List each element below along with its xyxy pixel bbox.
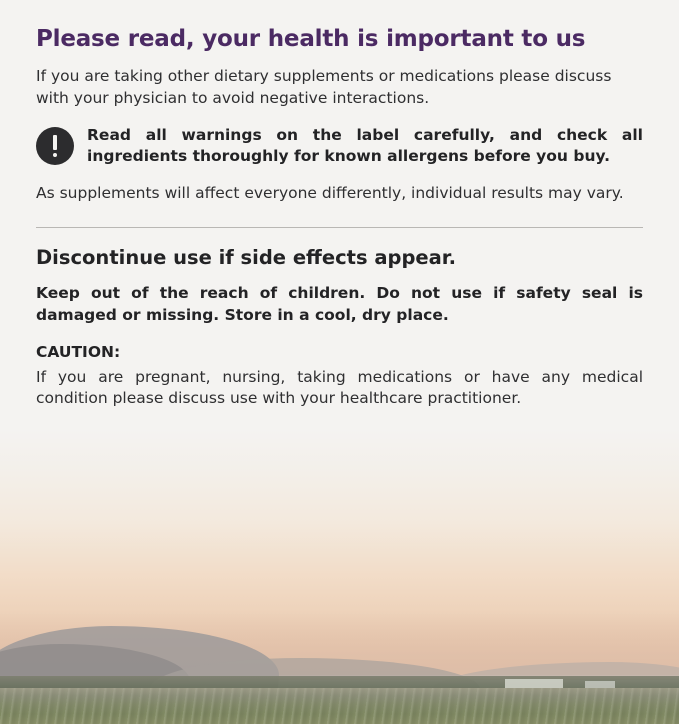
- crop-field: [0, 688, 679, 724]
- results-vary-paragraph: As supplements will affect everyone differently, individual results may vary.: [36, 184, 624, 203]
- farm-field-photo: [0, 430, 679, 724]
- intro-paragraph: If you are taking other dietary supplements or medications please discuss with your physician to avoid negative interactions.: [36, 67, 612, 107]
- warning-callout-text: Read all warnings on the label carefully, and check all ingredients thoroughly for known allergens before you buy.: [87, 126, 643, 166]
- page-title: Please read, your health is important to us: [36, 26, 586, 52]
- farm-building-secondary-icon: [585, 681, 615, 688]
- warning-callout: [36, 125, 643, 167]
- caution-paragraph: If you are pregnant, nursing, taking medications or have any medical condition please discuss use with your healthcare practitioner.: [36, 367, 643, 408]
- section-subtitle: Discontinue use if side effects appear.: [36, 245, 457, 269]
- farm-building-icon: [505, 679, 563, 688]
- section-divider: [36, 227, 643, 228]
- storage-paragraph: Keep out of the reach of children. Do not use if safety seal is damaged or missing. Store in a cool, dry place.: [36, 284, 643, 324]
- exclamation-circle-icon: [36, 127, 74, 165]
- caution-label: CAUTION:: [36, 343, 121, 362]
